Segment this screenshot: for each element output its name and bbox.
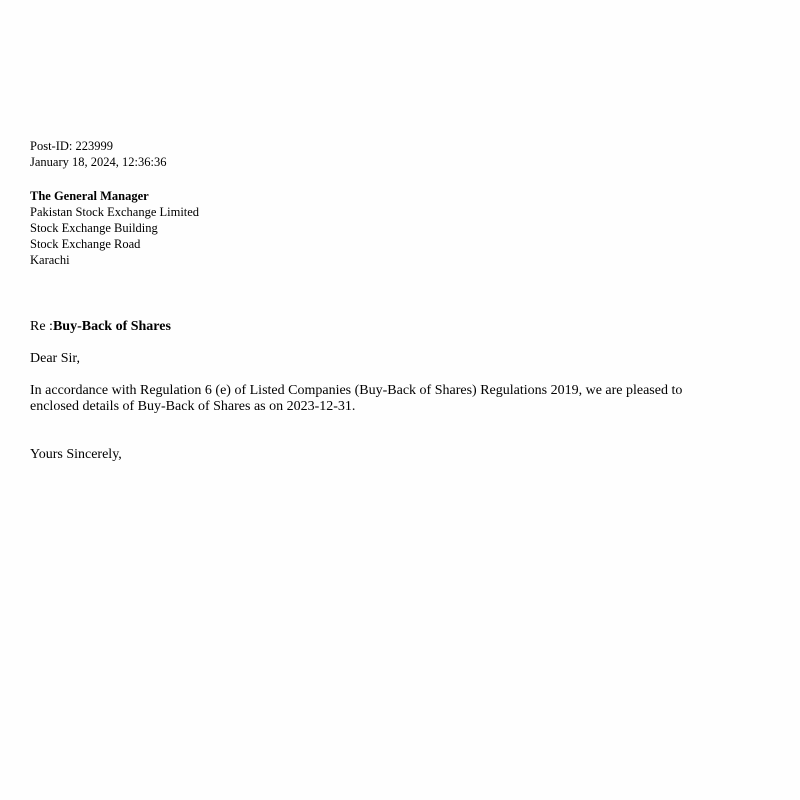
salutation: Dear Sir, <box>30 351 80 366</box>
letter-meta <box>30 138 166 170</box>
body-line-1: In accordance with Regulation 6 (e) of Listed Companies (Buy-Back of Shares) Regulations 2019, we are pleased to <box>30 383 683 398</box>
body-line-2: enclosed details of Buy-Back of Shares as on 2023-12-31. <box>30 399 356 414</box>
recipient-line-3: Stock Exchange Road <box>30 237 141 251</box>
closing: Yours Sincerely, <box>30 447 122 462</box>
recipient-line-4: Karachi <box>30 253 70 267</box>
recipient-line-2: Stock Exchange Building <box>30 221 158 235</box>
subject-prefix: Re : <box>30 319 53 334</box>
letter-body <box>30 383 770 415</box>
subject-text: Buy-Back of Shares <box>52 319 171 334</box>
post-id: Post-ID: 223999 <box>30 139 113 153</box>
recipient-address <box>30 188 199 268</box>
post-datetime: January 18, 2024, 12:36:36 <box>30 155 167 169</box>
subject-line <box>30 319 171 335</box>
recipient-line-1: Pakistan Stock Exchange Limited <box>30 205 200 219</box>
recipient-title: The General Manager <box>30 189 149 203</box>
